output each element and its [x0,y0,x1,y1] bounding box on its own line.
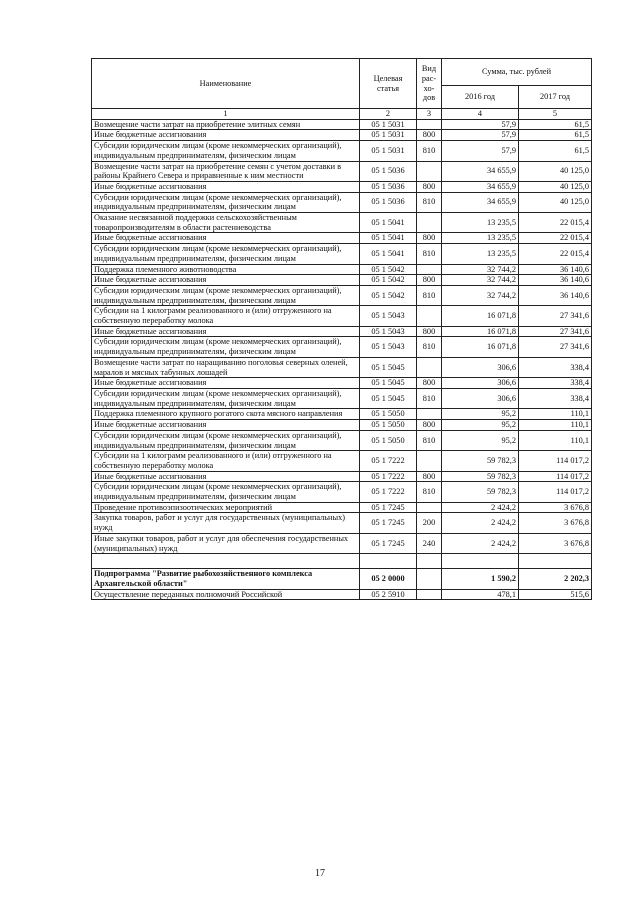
row-expense-kind [417,502,442,513]
table-row [92,275,592,286]
row-expense-kind: 810 [417,285,442,305]
row-name: Возмещение части затрат на приобретение семян с учетом доставки в районы Крайнего Севера и приравненные к ним местности [92,161,360,181]
table-row [92,533,592,553]
table-row [92,430,592,450]
row-name: Иные бюджетные ассигнования [92,378,360,389]
row-expense-kind: 800 [417,275,442,286]
table-row [92,141,592,161]
row-name: Субсидии юридическим лицам (кроме некоммерческих организаций), индивидуальным предпринимателям, физическим лицам [92,192,360,212]
row-sum-2016: 2 424,2 [442,533,519,553]
row-sum-2017: 22 015,4 [519,244,592,264]
row-name: Субсидии на 1 килограмм реализованного и (или) отгруженного на собственную переработку молока [92,306,360,326]
row-name: Поддержка племенного животноводства [92,264,360,275]
row-sum-2016: 16 071,8 [442,337,519,357]
row-expense-kind: 810 [417,192,442,212]
row-target-article: 05 1 5031 [360,141,417,161]
row-sum-2017: 338,4 [519,388,592,408]
row-target-article: 05 1 5043 [360,326,417,337]
row-expense-kind [417,264,442,275]
row-sum-2016: 57,9 [442,119,519,130]
column-number: 1 [92,109,360,120]
table-row [92,264,592,275]
row-expense-kind: 810 [417,388,442,408]
header-year-2016: 2016 год [442,86,519,109]
row-sum-2016: 57,9 [442,130,519,141]
row-target-article: 05 1 5042 [360,285,417,305]
row-sum-2017: 36 140,6 [519,275,592,286]
row-name: Иные бюджетные ассигнования [92,130,360,141]
row-name: Субсидии юридическим лицам (кроме некоммерческих организаций), индивидуальным предпринимателям, физическим лицам [92,244,360,264]
row-name: Иные бюджетные ассигнования [92,471,360,482]
table-row [92,357,592,377]
row-sum-2016: 59 782,3 [442,471,519,482]
row-name: Осуществление переданных полномочий Российской [92,589,360,600]
row-name: Закупка товаров, работ и услуг для государственных (муниципальных) нужд [92,513,360,533]
row-target-article: 05 1 5045 [360,388,417,408]
row-sum-2017: 22 015,4 [519,213,592,233]
row-name: Субсидии юридическим лицам (кроме некоммерческих организаций), индивидуальным предпринимателям, физическим лицам [92,285,360,305]
table-row [92,409,592,420]
row-name: Возмещение части затрат по наращиванию поголовья северных оленей, маралов и мясных табунных лошадей [92,357,360,377]
row-expense-kind [417,357,442,377]
table-row [92,513,592,533]
budget-table [91,58,592,600]
table-body [92,119,592,554]
table-row [92,337,592,357]
column-number: 5 [519,109,592,120]
row-expense-kind: 800 [417,130,442,141]
row-target-article: 05 1 5036 [360,192,417,212]
table-row [92,130,592,141]
row-sum-2016: 34 655,9 [442,192,519,212]
row-sum-2016: 13 235,5 [442,233,519,244]
row-expense-kind [417,589,442,600]
row-target-article: 05 1 5036 [360,181,417,192]
table-row [92,589,592,600]
row-expense-kind: 810 [417,244,442,264]
row-sum-2016: 32 744,2 [442,275,519,286]
header-target-article: Целевая статья [360,59,417,109]
row-expense-kind: 800 [417,233,442,244]
row-name: Иные бюджетные ассигнования [92,326,360,337]
row-name: Иные закупки товаров, работ и услуг для обеспечения государственных (муниципальных) нужд [92,533,360,553]
row-sum-2016: 32 744,2 [442,264,519,275]
row-expense-kind [417,119,442,130]
row-expense-kind [417,306,442,326]
row-expense-kind: 810 [417,430,442,450]
row-expense-kind [417,569,442,589]
row-sum-2017: 27 341,6 [519,337,592,357]
row-name: Субсидии юридическим лицам (кроме некоммерческих организаций), индивидуальным предпринимателям, физическим лицам [92,482,360,502]
row-target-article: 05 1 5031 [360,130,417,141]
row-sum-2017: 36 140,6 [519,264,592,275]
table-row [92,233,592,244]
row-sum-2017: 40 125,0 [519,181,592,192]
table-row [92,119,592,130]
header-year-2017: 2017 год [519,86,592,109]
row-target-article: 05 1 5045 [360,378,417,389]
row-name: Иные бюджетные ассигнования [92,275,360,286]
table-row [92,181,592,192]
row-sum-2017: 110,1 [519,420,592,431]
row-target-article: 05 1 7222 [360,451,417,471]
row-name: Поддержка племенного крупного рогатого скота мясного направления [92,409,360,420]
row-sum-2016: 32 744,2 [442,285,519,305]
row-expense-kind: 800 [417,181,442,192]
row-target-article: 05 1 5050 [360,420,417,431]
row-sum-2016: 16 071,8 [442,326,519,337]
row-sum-2016: 13 235,5 [442,244,519,264]
row-name: Субсидии юридическим лицам (кроме некоммерческих организаций), индивидуальным предпринимателям, физическим лицам [92,141,360,161]
table-row [92,326,592,337]
row-sum-2016: 306,6 [442,357,519,377]
row-expense-kind: 800 [417,378,442,389]
row-sum-2016: 306,6 [442,378,519,389]
row-name: Возмещение части затрат на приобретение элитных семян [92,119,360,130]
row-sum-2016: 16 071,8 [442,306,519,326]
row-sum-2017: 61,5 [519,130,592,141]
row-sum-2016: 57,9 [442,141,519,161]
row-sum-2017: 515,6 [519,589,592,600]
table-row [92,451,592,471]
row-target-article: 05 1 7245 [360,513,417,533]
row-sum-2016: 478,1 [442,589,519,600]
column-number: 3 [417,109,442,120]
row-sum-2016: 59 782,3 [442,451,519,471]
row-expense-kind: 240 [417,533,442,553]
row-target-article: 05 1 7222 [360,482,417,502]
row-sum-2017: 3 676,8 [519,513,592,533]
row-target-article: 05 1 5036 [360,161,417,181]
row-sum-2016: 95,2 [442,430,519,450]
header-sum: Сумма, тыс. рублей [442,59,592,86]
spacer-row [92,554,592,569]
row-name: Иные бюджетные ассигнования [92,420,360,431]
row-sum-2016: 13 235,5 [442,213,519,233]
row-sum-2016: 306,6 [442,388,519,408]
row-target-article: 05 1 5041 [360,213,417,233]
row-name: Субсидии юридическим лицам (кроме некоммерческих организаций), индивидуальным предпринимателям, физическим лицам [92,337,360,357]
row-sum-2017: 3 676,8 [519,533,592,553]
row-expense-kind: 800 [417,471,442,482]
row-name: Проведение противоэпизоотических мероприятий [92,502,360,513]
row-sum-2016: 1 590,2 [442,569,519,589]
row-sum-2016: 2 424,2 [442,513,519,533]
row-sum-2016: 95,2 [442,420,519,431]
row-target-article: 05 1 7245 [360,502,417,513]
row-sum-2017: 40 125,0 [519,192,592,212]
row-expense-kind [417,213,442,233]
row-target-article: 05 1 5045 [360,357,417,377]
row-sum-2017: 22 015,4 [519,233,592,244]
row-expense-kind [417,409,442,420]
row-expense-kind: 810 [417,337,442,357]
row-expense-kind: 200 [417,513,442,533]
row-expense-kind: 800 [417,420,442,431]
row-sum-2017: 3 676,8 [519,502,592,513]
row-target-article: 05 1 5041 [360,244,417,264]
row-sum-2017: 36 140,6 [519,285,592,305]
row-expense-kind: 810 [417,141,442,161]
table-row [92,285,592,305]
row-expense-kind [417,161,442,181]
row-target-article: 05 2 5910 [360,589,417,600]
row-target-article: 05 1 5042 [360,275,417,286]
row-sum-2017: 27 341,6 [519,306,592,326]
row-expense-kind [417,451,442,471]
row-name: Оказание несвязанной поддержки сельскохозяйственным товаропроизводителям в области растениеводства [92,213,360,233]
subprogram-row [92,569,592,589]
row-name: Иные бюджетные ассигнования [92,233,360,244]
row-name: Субсидии юридическим лицам (кроме некоммерческих организаций), индивидуальным предпринимателям, физическим лицам [92,430,360,450]
row-sum-2017: 114 017,2 [519,451,592,471]
table-row [92,388,592,408]
table-row [92,192,592,212]
table-row [92,378,592,389]
row-name: Подпрограмма "Развитие рыбохозяйственного комплекса Архангельской области" [92,569,360,589]
row-sum-2017: 27 341,6 [519,326,592,337]
row-sum-2017: 61,5 [519,119,592,130]
header-expense-kind: Вид рас- хо- дов [417,59,442,109]
table-row [92,213,592,233]
row-sum-2016: 95,2 [442,409,519,420]
row-sum-2016: 34 655,9 [442,161,519,181]
row-expense-kind: 800 [417,326,442,337]
row-sum-2017: 110,1 [519,409,592,420]
table-row [92,502,592,513]
table-row [92,482,592,502]
row-sum-2017: 114 017,2 [519,482,592,502]
table-row [92,420,592,431]
row-sum-2017: 114 017,2 [519,471,592,482]
row-name: Субсидии на 1 килограмм реализованного и (или) отгруженного на собственную переработку молока [92,451,360,471]
table-row [92,244,592,264]
row-sum-2016: 2 424,2 [442,502,519,513]
row-target-article: 05 2 0000 [360,569,417,589]
row-target-article: 05 1 5050 [360,409,417,420]
page-number: 17 [315,868,325,879]
row-name: Иные бюджетные ассигнования [92,181,360,192]
header-name: Наименование [92,59,360,109]
row-sum-2017: 338,4 [519,378,592,389]
table-row [92,161,592,181]
row-target-article: 05 1 5031 [360,119,417,130]
row-expense-kind: 810 [417,482,442,502]
row-sum-2017: 110,1 [519,430,592,450]
row-target-article: 05 1 5043 [360,306,417,326]
row-target-article: 05 1 5042 [360,264,417,275]
row-target-article: 05 1 5041 [360,233,417,244]
row-sum-2017: 2 202,3 [519,569,592,589]
row-name: Субсидии юридическим лицам (кроме некоммерческих организаций), индивидуальным предпринимателям, физическим лицам [92,388,360,408]
row-target-article: 05 1 5043 [360,337,417,357]
table-row [92,306,592,326]
row-target-article: 05 1 7222 [360,471,417,482]
row-target-article: 05 1 5050 [360,430,417,450]
row-sum-2017: 40 125,0 [519,161,592,181]
row-sum-2016: 59 782,3 [442,482,519,502]
row-sum-2017: 61,5 [519,141,592,161]
row-target-article: 05 1 7245 [360,533,417,553]
column-number: 4 [442,109,519,120]
column-number: 2 [360,109,417,120]
table-row [92,471,592,482]
row-sum-2017: 338,4 [519,357,592,377]
row-sum-2016: 34 655,9 [442,181,519,192]
